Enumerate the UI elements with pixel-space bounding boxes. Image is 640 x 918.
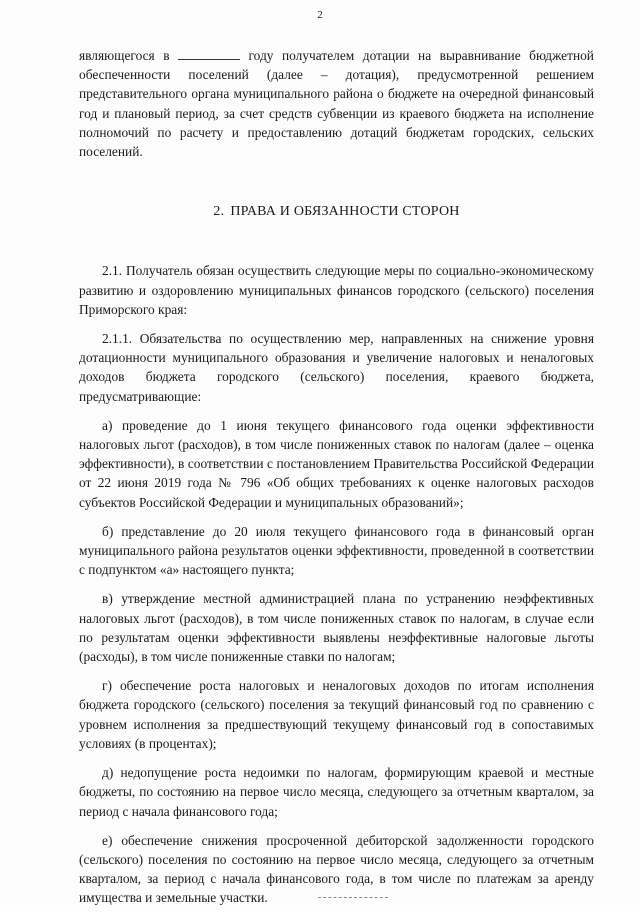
clause-d: д) недопущение роста недоимки по налогам, формирующим краевой и местные бюджеты, по состоянию на первое число месяца, следующего за отчетным кварталом, за период с начала финансового года; <box>79 765 594 819</box>
clause-g: г) обеспечение роста налоговых и неналоговых доходов по итогам исполнения бюджета городского (сельского) поселения за текущий финансовый год по сравнению с уровнем исполнения за предшествующий текущему финансовый год в сопоставимых условиях (в процентах); <box>79 678 594 751</box>
intro-text-after-blank: году получателем дотации на выравнивание бюджетной обеспеченности поселений (далее – дотация), предусмотренной решением представительного органа муниципального района о бюджете на очередной финансовый год и плановый период, за счет средств субвенции из краевого бюджета на исполнение полномочий по расчету и предоставлению дотаций бюджетам городских, сельских поселений. <box>79 48 594 160</box>
page-number: 2 <box>317 9 323 21</box>
section-heading <box>79 202 594 221</box>
document-body <box>79 46 594 918</box>
paragraph-2-1-1: 2.1.1. Обязательства по осуществлению мер, направленных на снижение уровня дотационности муниципального образования и увеличение налоговых и неналоговых доходов бюджета городского (сельского) поселения, краевого бюджета, предусматривающие: <box>79 331 594 404</box>
section-title: ПРАВА И ОБЯЗАННОСТИ СТОРОН <box>230 204 460 220</box>
intro-paragraph <box>79 46 594 161</box>
intro-text-before-blank: являющегося в <box>79 48 170 63</box>
paragraph-2-1: 2.1. Получатель обязан осуществить следующие меры по социально-экономическому развитию и оздоровлению муниципальных финансов городского (сельского) поселения Приморского края: <box>79 263 594 317</box>
clause-v: в) утверждение местной администрацией плана по устранению неэффективных налоговых льгот (расходов), в том числе пониженных ставок по налогам, в случае если по результатам оценки эффективности выявлены неэффективные налоговые льготы (расходы), в том числе пониженные ставки по налогам; <box>79 591 594 665</box>
clause-a: а) проведение до 1 июня текущего финансового года оценки эффективности налоговых льгот (расходов), в том числе пониженных ставок по налогам (далее – оценка эффективности), в соответствии с постановлением Правительства Российской Федерации от 22 июня 2019 года № 796 «Об общих требованиях к оценке налоговых расходов субъектов Российской Федерации и муниципальных образований»; <box>79 417 594 510</box>
clause-e: е) обеспечение снижения просроченной дебиторской задолженности городского (сельского) поселения по состоянию на первое число месяца, следующего за отчетным кварталом, за период с начала финансового года, в том числе по платежам за аренду имущества и земельные участки. <box>79 832 594 906</box>
clause-b: б) представление до 20 июля текущего финансового года в финансовый орган муниципального района результатов оценки эффективности, проведенной в соответствии с подпунктом «а» настоящего пункта; <box>79 523 594 578</box>
scan-artifact-line <box>318 897 388 899</box>
section-number: 2. <box>213 204 225 220</box>
year-blank-line <box>178 48 240 60</box>
